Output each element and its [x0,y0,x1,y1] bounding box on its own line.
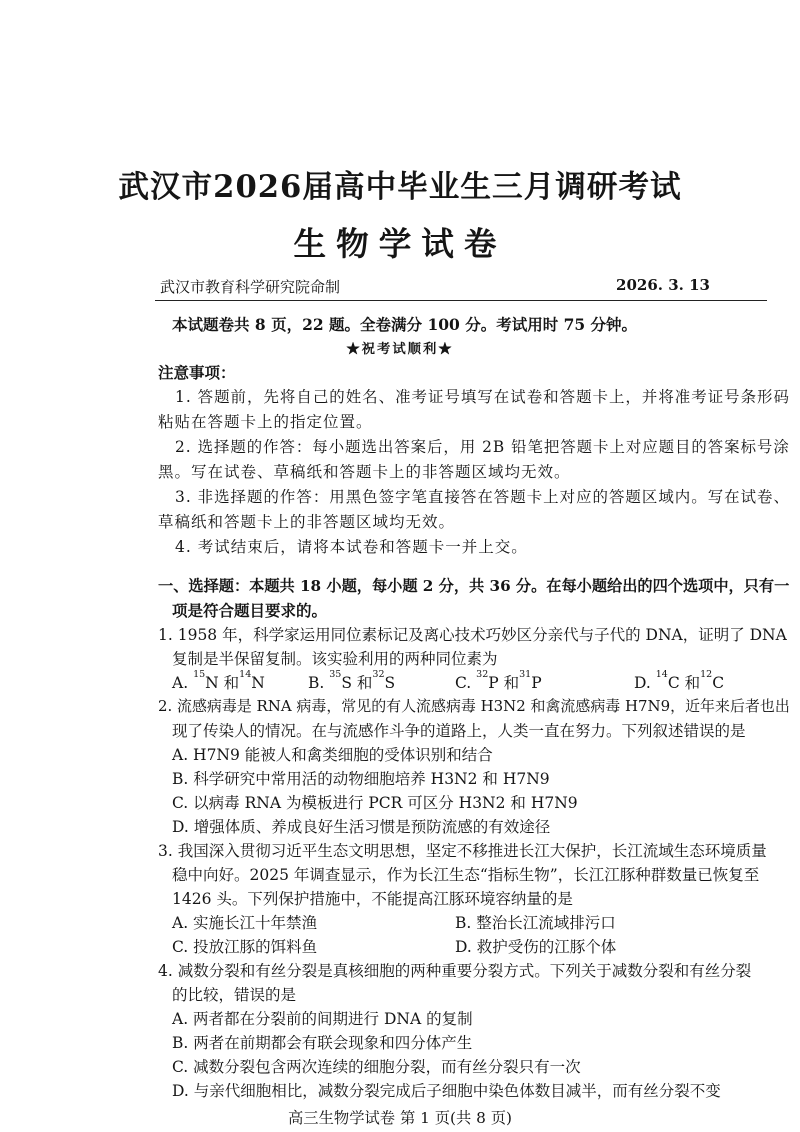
notice-heading: 注意事项： [158,363,236,382]
option-b: B. 科学研究中常用活的动物细胞培养 H3N2 和 H7N9 [172,770,550,788]
page-footer: 高三生物学试卷 第 1 页(共 8 页) [288,1109,512,1127]
option-c: C. 减数分裂包含两次连续的细胞分裂，而有丝分裂只有一次 [172,1058,581,1076]
notice-line: 3. 非选择题的作答：用黑色签字笔直接答在答题卡上对应的答题区域内。写在试卷、 [175,488,790,506]
notice-line: 粘贴在答题卡上的指定位置。 [158,413,373,431]
question-stem: 1426 头。下列保护措施中，不能提高江豚环境容纳量的是 [172,890,573,908]
header-divider [155,300,767,301]
option-b: B. $^{35}$S 和$^{32}$S [308,669,396,692]
option-a: A. 实施长江十年禁渔 [172,914,318,932]
exam-title: 武汉市2026届高中毕业生三月调研考试 [118,169,682,205]
section-heading: 一、选择题：本题共 18 小题，每小题 2 分，共 36 分。在每小题给出的四个选项中，只有一 [158,577,790,595]
option-a: A. H7N9 能被人和禽类细胞的受体识别和结合 [172,746,493,764]
notice-line: 2. 选择题的作答：每小题选出答案后，用 2B 铅笔把答题卡上对应题目的答案标号涂 [175,438,790,456]
option-d: D. 增强体质、养成良好生活习惯是预防流感的有效途径 [172,818,551,836]
good-luck-banner: ★祝考试顺利★ [346,341,454,357]
option-b: B. 整治长江流域排污口 [455,914,616,932]
question-stem: 复制是半保留复制。该实验利用的两种同位素为 [172,650,498,668]
subject-title: 生物学试卷 [293,224,507,263]
notice-line: 黑。写在试卷、草稿纸和答题卡上的非答题区域均无效。 [158,463,571,481]
option-d: D. 与亲代细胞相比，减数分裂完成后子细胞中染色体数目减半，而有丝分裂不变 [172,1082,721,1100]
question-stem: 4. 减数分裂和有丝分裂是真核细胞的两种重要分裂方式。下列关于减数分裂和有丝分裂 [158,962,752,980]
option-b: B. 两者在前期都会有联会现象和四分体产生 [172,1034,473,1052]
option-c: C. $^{32}$P 和$^{31}$P [455,669,542,692]
notice-line: 1. 答题前，先将自己的姓名、准考证号填写在试卷和答题卡上，并将准考证号条形码 [175,388,790,406]
exam-date: 2026. 3. 13 [616,276,710,294]
option-c: C. 投放江豚的饵料鱼 [172,938,318,956]
question-stem: 3. 我国深入贯彻习近平生态文明思想，坚定不移推进长江大保护，长江流域生态环境质量 [158,842,767,860]
question-stem: 2. 流感病毒是 RNA 病毒，常见的有人流感病毒 H3N2 和禽流感病毒 H7N9，近年来后者也出 [158,697,790,715]
question-stem: 的比较，错误的是 [172,986,297,1004]
option-d: D. $^{14}$C 和$^{12}$C [634,669,725,692]
option-d: D. 救护受伤的江豚个体 [455,938,617,956]
section-heading-cont: 项是符合题目要求的。 [172,601,328,620]
notice-line: 4. 考试结束后，请将本试卷和答题卡一并上交。 [175,538,528,556]
question-stem: 1. 1958 年，科学家运用同位素标记及离心技术巧妙区分亲代与子代的 DNA，证明了 DNA [158,626,787,644]
notice-line: 草稿纸和答题卡上的非答题区域均无效。 [158,513,456,531]
option-c: C. 以病毒 RNA 为模板进行 PCR 可区分 H3N2 和 H7N9 [172,794,578,812]
option-a: A. $^{15}$N 和$^{14}$N [172,669,265,692]
issuer-label: 武汉市教育科学研究院命制 [160,278,341,296]
question-stem: 现了传染人的情况。在与流感作斗争的道路上，人类一直在努力。下列叙述错误的是 [172,722,746,740]
exam-summary: 本试题卷共 8 页，22 题。全卷满分 100 分。考试用时 75 分钟。 [172,315,638,334]
question-stem: 稳中向好。2025 年调查显示，作为长江生态“指标生物”，长江江豚种群数量已恢复至 [172,866,760,884]
option-a: A. 两者都在分裂前的间期进行 DNA 的复制 [172,1010,473,1028]
